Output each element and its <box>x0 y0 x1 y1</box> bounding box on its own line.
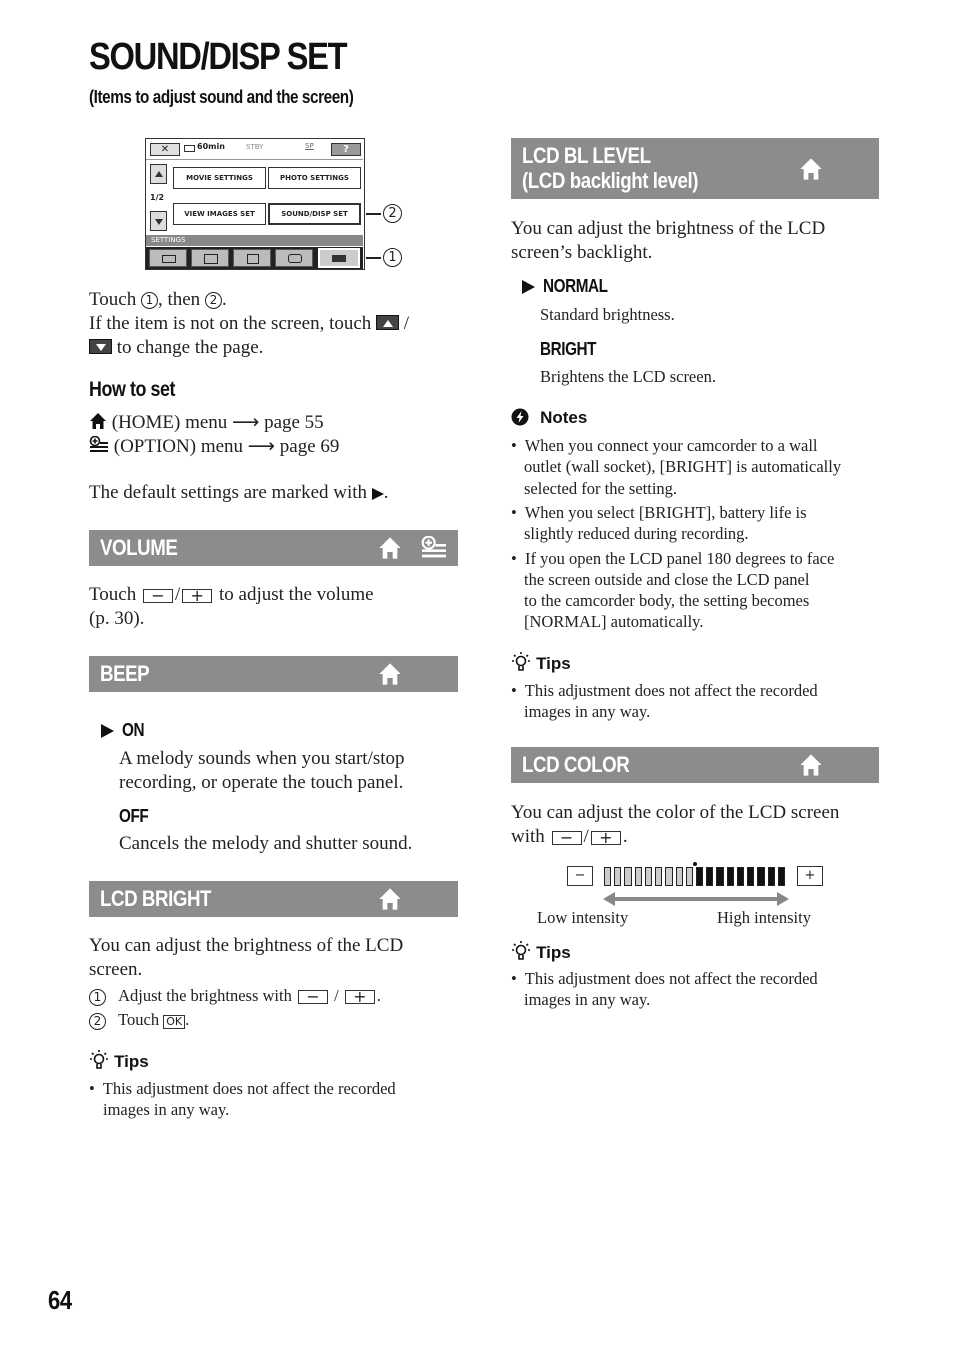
lcd-color-desc1: You can adjust the color of the LCD screen <box>511 802 840 823</box>
arrow-right-icon: ⟶ <box>247 435 276 457</box>
default-settings-note: The default settings are marked with . <box>89 482 389 503</box>
battery-remaining: 60min <box>197 142 225 151</box>
beep-on-desc2: recording, or operate the touch panel. <box>119 772 404 793</box>
lcd-bright-tips-heading: Tips <box>89 1049 149 1072</box>
page-indicator: 1/2 <box>150 193 165 202</box>
gauge-segment <box>757 867 764 886</box>
gauge-segment <box>706 867 713 886</box>
color-plus-button[interactable]: + <box>797 866 823 886</box>
lcd-bl-note-2-line1: • When you select [BRIGHT], battery life is <box>511 503 807 522</box>
gauge-segment <box>604 867 611 886</box>
plus-button-icon: + <box>345 990 375 1004</box>
double-arrow-icon <box>603 892 789 906</box>
intro-line3: to change the page. <box>89 336 263 360</box>
playback-tab-icon[interactable] <box>191 249 229 267</box>
lcd-color-desc2: with − / + . <box>511 826 628 847</box>
low-intensity-label: Low intensity <box>537 908 629 927</box>
plus-button-icon: + <box>591 831 621 845</box>
lcd-bl-bright-heading: BRIGHT <box>540 339 597 359</box>
gauge-segment <box>655 867 662 886</box>
lcd-bl-note-1-line3: selected for the setting. <box>524 479 678 498</box>
close-button[interactable]: ✕ <box>150 143 180 156</box>
settings-tab-icon[interactable] <box>318 248 360 268</box>
lcd-bl-note-2-line2: slightly reduced during recording. <box>524 524 749 543</box>
lcd-bl-note-1-line1: • When you connect your camcorder to a wall <box>511 436 818 455</box>
lcd-bl-tips-heading: Tips <box>511 651 571 674</box>
lcd-bright-desc2: screen. <box>89 959 143 980</box>
scroll-down-icon <box>89 339 112 354</box>
lcd-color-tip-line1: • This adjustment does not affect the recorded <box>511 969 818 988</box>
lcd-bright-title: LCD BRIGHT <box>100 886 212 911</box>
minus-button-icon: − <box>552 831 582 845</box>
gauge-segment <box>614 867 621 886</box>
gauge-segment <box>696 867 703 886</box>
gauge-segment <box>727 867 734 886</box>
home-icon <box>378 536 402 560</box>
page-down-button[interactable] <box>150 211 167 231</box>
how-to-set-heading: How to set <box>89 378 175 401</box>
arrow-right-icon: ⟶ <box>232 411 260 433</box>
lcd-bl-tip-line1: • This adjustment does not affect the recorded <box>511 681 818 700</box>
gauge-segment <box>676 867 683 886</box>
lcd-color-tip-line2: images in any way. <box>524 990 651 1009</box>
intro-touch-line: Touch 1 , then 2 . <box>89 289 227 310</box>
ok-button-icon: OK <box>163 1015 185 1029</box>
gauge-segment <box>665 867 672 886</box>
lcd-bl-normal-heading: NORMAL <box>522 276 619 300</box>
photo-settings-button[interactable]: PHOTO SETTINGS <box>268 167 361 189</box>
settings-label: SETTINGS <box>146 235 363 246</box>
tips-icon <box>511 940 531 962</box>
beep-off-heading: OFF <box>119 806 149 826</box>
help-button[interactable]: ? <box>331 143 361 156</box>
intro-line2: If the item is not on the screen, touch / <box>89 313 410 334</box>
camera-tab-icon[interactable] <box>149 249 187 267</box>
gauge-segment <box>686 867 693 886</box>
step-2-number: 2 <box>89 1013 106 1030</box>
home-icon <box>89 412 107 430</box>
lcd-bright-step2: 2 Touch OK . <box>89 1009 189 1030</box>
lcd-bl-note-3-line2: the screen outside and close the LCD panel <box>524 570 810 589</box>
sound-disp-set-button[interactable]: SOUND/DISP SET <box>268 203 361 225</box>
gauge-segment <box>624 867 631 886</box>
gauge-segment <box>778 867 785 886</box>
lcd-bl-level-header <box>511 138 879 199</box>
home-icon <box>378 662 402 686</box>
list-tab-icon[interactable] <box>233 249 271 267</box>
tips-icon <box>89 1049 109 1071</box>
step-1-number: 1 <box>89 989 106 1006</box>
volume-header <box>89 530 458 566</box>
lcd-bl-tip-line2: images in any way. <box>524 702 651 721</box>
quality-indicator: SP <box>305 142 314 150</box>
callout-2: 2 <box>383 204 402 223</box>
page-number: 64 <box>48 1285 72 1315</box>
volume-desc-line1: Touch − / + to adjust the volume <box>89 584 374 605</box>
volume-desc-line2: (p. 30). <box>89 608 145 629</box>
beep-on-desc1: A melody sounds when you start/stop <box>119 748 405 769</box>
lcd-bl-note-3-line4: [NORMAL] automatically. <box>524 612 704 631</box>
camcorder-screen <box>145 138 365 270</box>
lcd-bl-bright-desc: Brightens the LCD screen. <box>540 367 716 386</box>
lcd-bl-note-1-line2: outlet (wall socket), [BRIGHT] is automatically <box>524 457 842 476</box>
lcd-color-title: LCD COLOR <box>522 752 630 777</box>
lcd-bright-header <box>89 881 458 917</box>
gauge-segment <box>747 867 754 886</box>
lcd-bright-step1: 1 Adjust the brightness with − / + . <box>89 985 381 1006</box>
lcd-bright-tip-line1: • This adjustment does not affect the recorded <box>89 1079 396 1098</box>
home-icon <box>799 753 823 777</box>
option-menu-line: (OPTION) menu ⟶ page 69 <box>89 434 339 459</box>
callout-1: 1 <box>383 248 402 267</box>
default-marker-icon <box>101 724 114 738</box>
lcd-bl-note-3-line1: • If you open the LCD panel 180 degrees to face <box>511 549 835 568</box>
circle-1: 1 <box>141 292 158 309</box>
home-icon <box>799 157 823 181</box>
lcd-bl-level-title: LCD BL LEVEL <box>522 143 651 168</box>
gauge-segment <box>716 867 723 886</box>
minus-button-icon: − <box>298 990 328 1004</box>
movie-settings-button[interactable]: MOVIE SETTINGS <box>173 167 266 189</box>
gauge-segment <box>635 867 642 886</box>
default-marker-icon <box>372 488 384 500</box>
gauge-segment <box>645 867 652 886</box>
scroll-up-icon <box>376 315 399 330</box>
beep-header <box>89 656 458 692</box>
option-icon <box>89 436 109 454</box>
plus-button-icon: + <box>182 589 212 603</box>
notes-icon <box>511 408 529 426</box>
lcd-bright-tip-line2: images in any way. <box>103 1100 230 1119</box>
lcd-color-tips-heading: Tips <box>511 940 571 963</box>
tips-icon <box>511 651 531 673</box>
beep-title: BEEP <box>100 661 150 686</box>
circle-2: 2 <box>205 292 222 309</box>
volume-title: VOLUME <box>100 535 178 560</box>
home-menu-line: (HOME) menu ⟶ page 55 <box>89 410 324 435</box>
page-title: SOUND/DISP SET <box>89 36 347 78</box>
gauge-segment <box>768 867 775 886</box>
lcd-bright-desc1: You can adjust the brightness of the LCD <box>89 935 404 956</box>
lcd-bl-desc2: screen’s backlight. <box>511 242 653 263</box>
high-intensity-label: High intensity <box>717 908 811 927</box>
gauge-center-marker <box>693 862 697 866</box>
page-subtitle: (Items to adjust sound and the screen) <box>89 87 354 107</box>
minus-button-icon: − <box>143 589 173 603</box>
lcd-bl-desc1: You can adjust the brightness of the LCD <box>511 218 826 239</box>
page-up-button[interactable] <box>150 164 167 184</box>
lcd-bl-notes-heading: Notes <box>511 408 587 428</box>
beep-on-heading: ON <box>101 720 148 744</box>
print-tab-icon[interactable] <box>275 249 313 267</box>
option-icon <box>420 536 448 560</box>
lcd-bl-level-subtitle: (LCD backlight level) <box>522 168 699 193</box>
beep-off-desc: Cancels the melody and shutter sound. <box>119 833 413 854</box>
default-marker-icon <box>522 280 535 294</box>
status-indicator: STBY <box>246 143 264 151</box>
category-bar <box>146 247 363 269</box>
lcd-bl-note-3-line3: to the camcorder body, the setting becomes <box>524 591 810 610</box>
view-images-set-button[interactable]: VIEW IMAGES SET <box>173 203 266 225</box>
color-level-gauge <box>603 866 787 887</box>
battery-icon <box>184 145 195 152</box>
home-icon <box>378 887 402 911</box>
gauge-segment <box>737 867 744 886</box>
lcd-color-header <box>511 747 879 783</box>
lcd-bl-normal-desc: Standard brightness. <box>540 305 675 324</box>
color-minus-button[interactable]: − <box>567 866 593 886</box>
